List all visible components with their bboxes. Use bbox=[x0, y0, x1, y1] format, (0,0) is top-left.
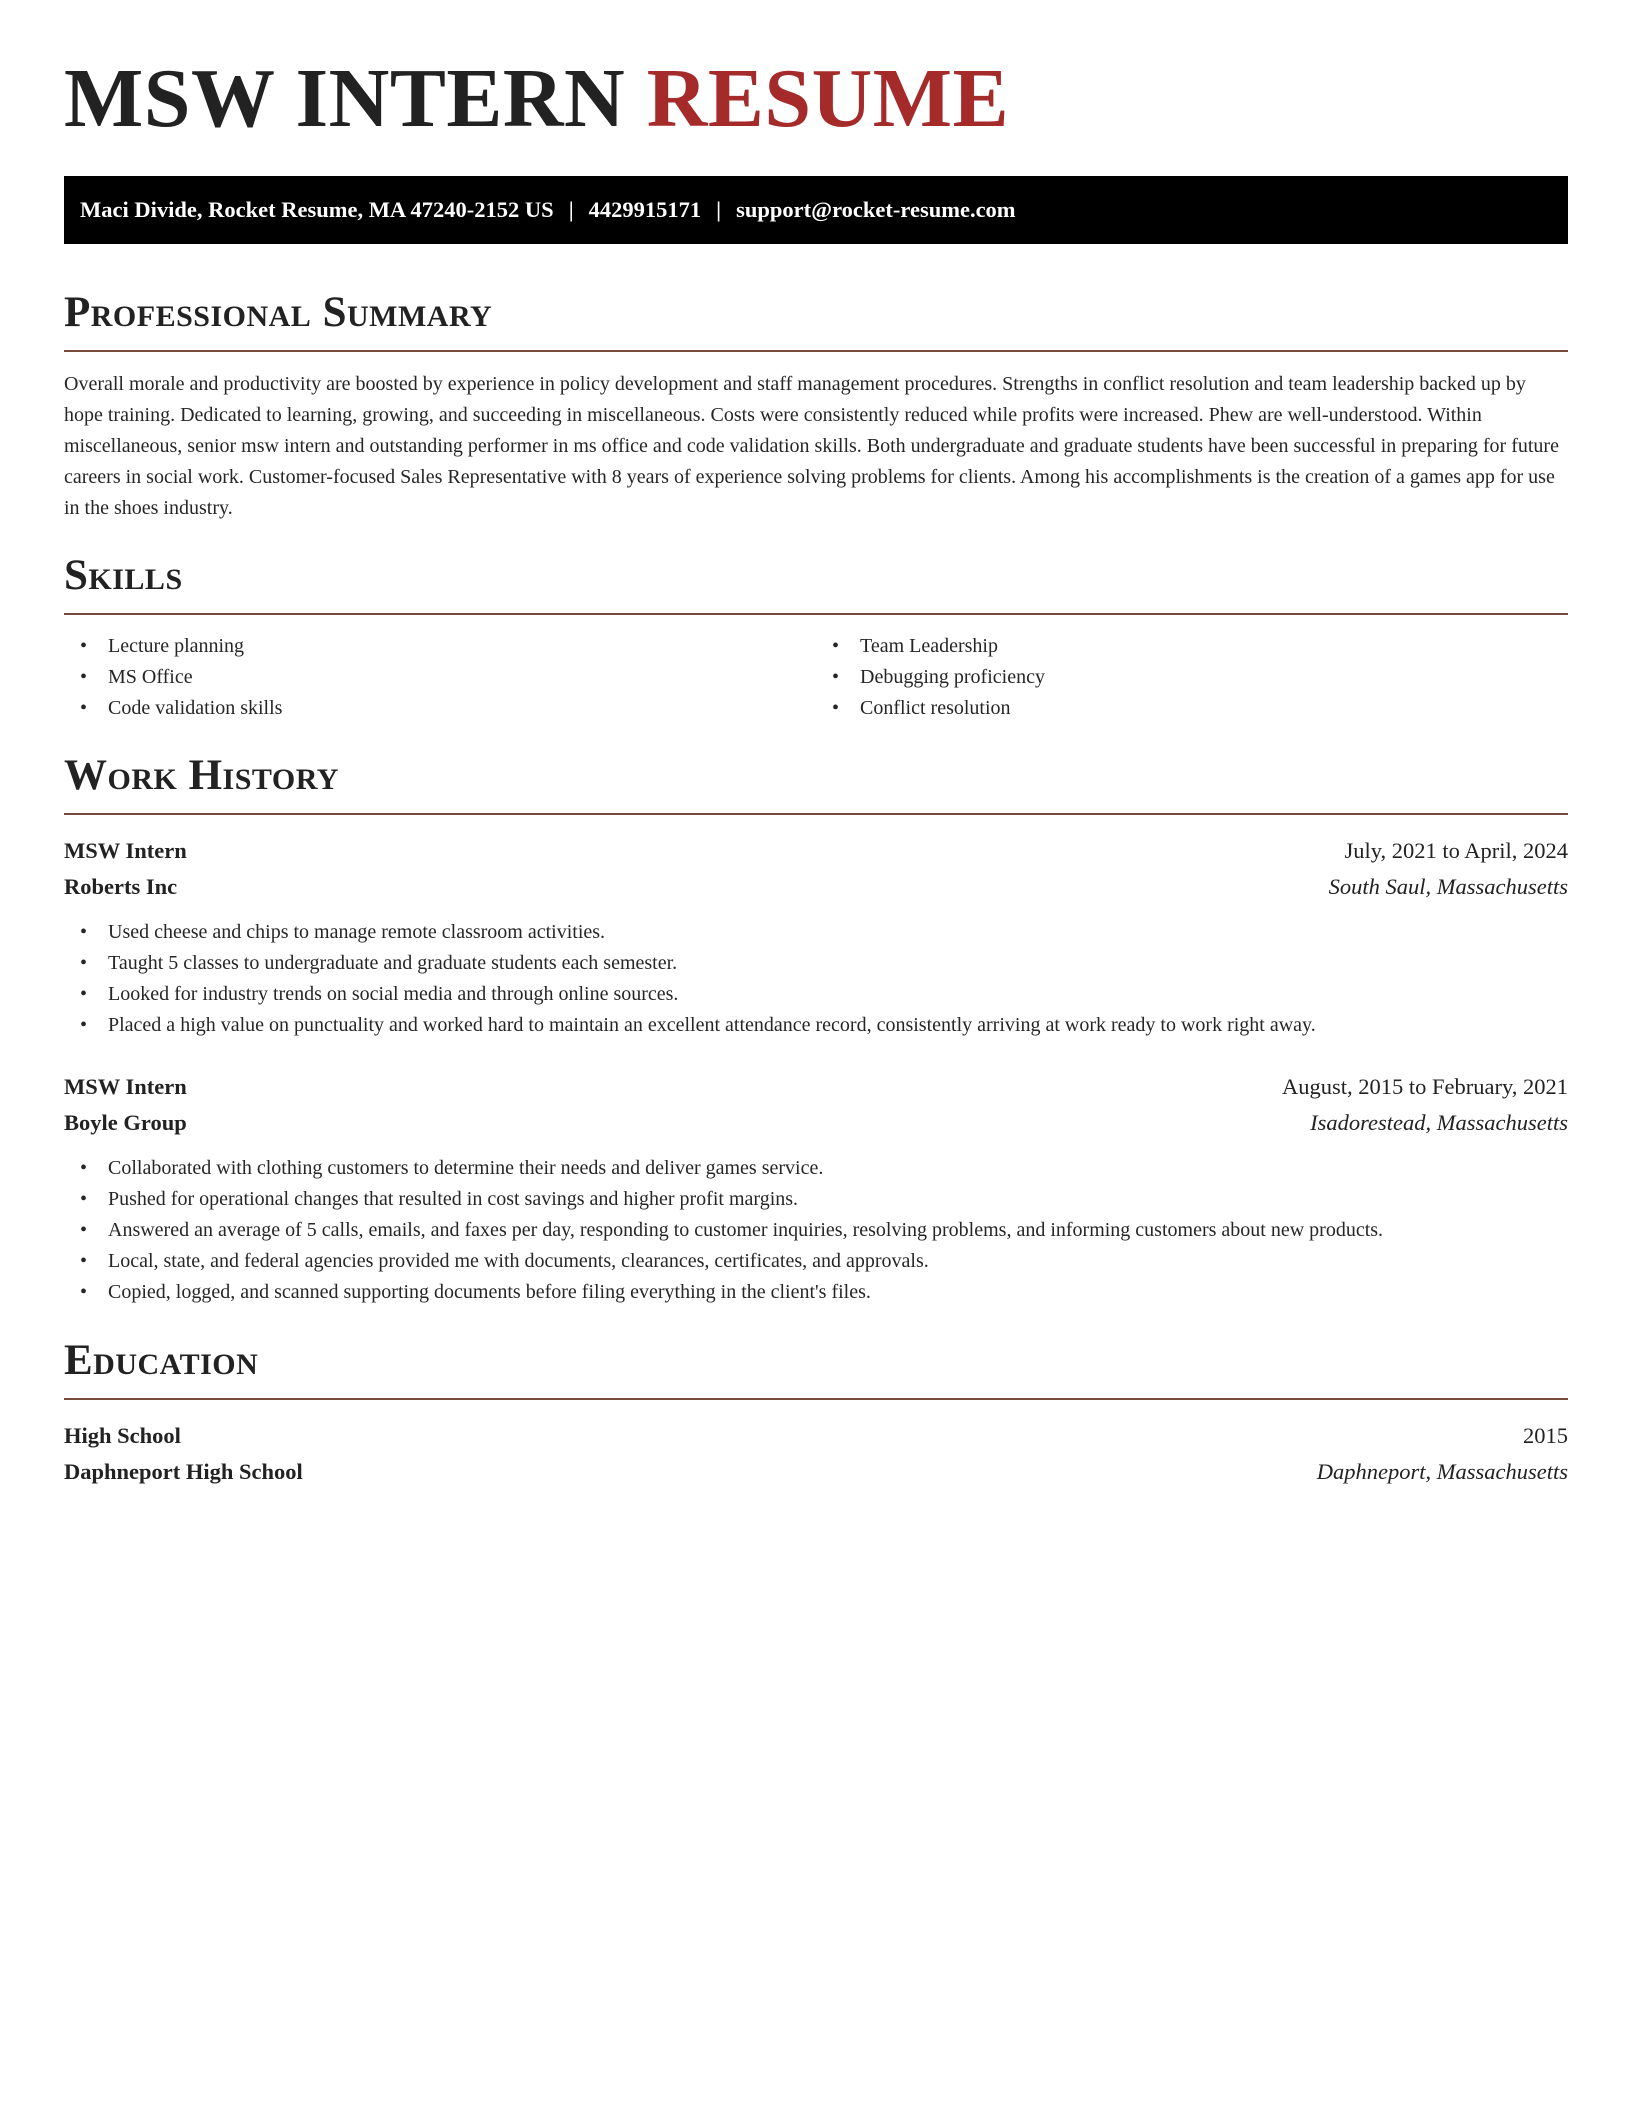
resume-title bbox=[64, 0, 1568, 145]
education-school: Daphneport High School bbox=[64, 1459, 303, 1484]
job-bullet: • Collaborated with clothing customers to determine their needs and deliver games service. bbox=[64, 1153, 1568, 1184]
education-entry bbox=[64, 1418, 1568, 1490]
job-company-row bbox=[64, 869, 1568, 905]
job-dates: July, 2021 to April, 2024 bbox=[1344, 838, 1568, 863]
job-location: Isadorestead, Massachusetts bbox=[1310, 1110, 1568, 1135]
education-year: 2015 bbox=[1523, 1423, 1568, 1448]
job-bullets bbox=[64, 1153, 1568, 1308]
job-entry bbox=[64, 1069, 1568, 1308]
skills-column-left bbox=[64, 631, 816, 724]
job-company-row bbox=[64, 1105, 1568, 1141]
section-heading-skills: Skills bbox=[64, 551, 1568, 615]
education-location: Daphneport, Massachusetts bbox=[1316, 1459, 1568, 1484]
job-entry bbox=[64, 833, 1568, 1041]
contact-phone: 4429915171 bbox=[588, 197, 702, 222]
education-degree: High School bbox=[64, 1423, 181, 1448]
skill-item: • Debugging proficiency bbox=[816, 662, 1568, 693]
job-dates: August, 2015 to February, 2021 bbox=[1281, 1074, 1568, 1099]
section-heading-education: Education bbox=[64, 1336, 1568, 1400]
title-accent: RESUME bbox=[646, 52, 1010, 145]
summary-text: Overall morale and productivity are boosted by experience in policy development and staff management procedures. Strengths in conflict resolution and team leadership backed up by hope training. Dedicated to learning, growing, and succeeding in miscellaneous. Costs were consistently reduced while profits were increased. Phew are well-understood. Within miscellaneous, senior msw intern and outstanding performer in ms office and code validation skills. Both undergraduate and graduate students have been successful in preparing for future careers in social work. Customer-focused Sales Representative with 8 years of experience solving problems for clients. Among his accomplishments is the creation of a games app for use in the shoes industry. bbox=[64, 373, 1559, 519]
title-main: MSW INTERN bbox=[64, 52, 626, 145]
skill-item: • MS Office bbox=[64, 662, 816, 693]
job-bullet: • Used cheese and chips to manage remote classroom activities. bbox=[64, 917, 1568, 948]
job-bullets bbox=[64, 917, 1568, 1041]
job-title: MSW Intern bbox=[64, 838, 187, 863]
skill-item: • Lecture planning bbox=[64, 631, 816, 662]
job-company: Roberts Inc bbox=[64, 874, 178, 899]
job-bullet: • Looked for industry trends on social media and through online sources. bbox=[64, 979, 1568, 1010]
job-bullet: • Placed a high value on punctuality and worked hard to maintain an excellent attendance record, consistently arriving at work ready to work right away. bbox=[64, 1010, 1568, 1041]
job-bullet: • Pushed for operational changes that resulted in cost savings and higher profit margins. bbox=[64, 1184, 1568, 1215]
job-bullet: • Copied, logged, and scanned supporting documents before filing everything in the client's files. bbox=[64, 1277, 1568, 1308]
job-location: South Saul, Massachusetts bbox=[1328, 874, 1568, 899]
job-bullet: • Taught 5 classes to undergraduate and graduate students each semester. bbox=[64, 948, 1568, 979]
skill-item: • Conflict resolution bbox=[816, 693, 1568, 724]
contact-separator: | bbox=[568, 197, 574, 222]
education-header-row bbox=[64, 1418, 1568, 1454]
education-school-row bbox=[64, 1454, 1568, 1490]
contact-separator: | bbox=[716, 197, 722, 222]
resume-page bbox=[64, 0, 1568, 1490]
job-bullet: • Local, state, and federal agencies provided me with documents, clearances, certificates, and approvals. bbox=[64, 1246, 1568, 1277]
job-header-row bbox=[64, 1069, 1568, 1105]
skills-grid bbox=[64, 631, 1568, 724]
section-heading-work-history: Work History bbox=[64, 751, 1568, 815]
contact-email[interactable]: support@rocket-resume.com bbox=[736, 197, 1016, 222]
section-heading-summary: Professional Summary bbox=[64, 288, 1568, 352]
job-header-row bbox=[64, 833, 1568, 869]
skill-item: • Team Leadership bbox=[816, 631, 1568, 662]
contact-bar bbox=[64, 176, 1568, 244]
contact-address: Maci Divide, Rocket Resume, MA 47240-2152 US bbox=[80, 197, 554, 222]
skill-item: • Code validation skills bbox=[64, 693, 816, 724]
skills-column-right bbox=[816, 631, 1568, 724]
job-company: Boyle Group bbox=[64, 1110, 187, 1135]
job-title: MSW Intern bbox=[64, 1074, 187, 1099]
job-bullet: • Answered an average of 5 calls, emails, and faxes per day, responding to customer inquiries, resolving problems, and informing customers about new products. bbox=[64, 1215, 1568, 1246]
